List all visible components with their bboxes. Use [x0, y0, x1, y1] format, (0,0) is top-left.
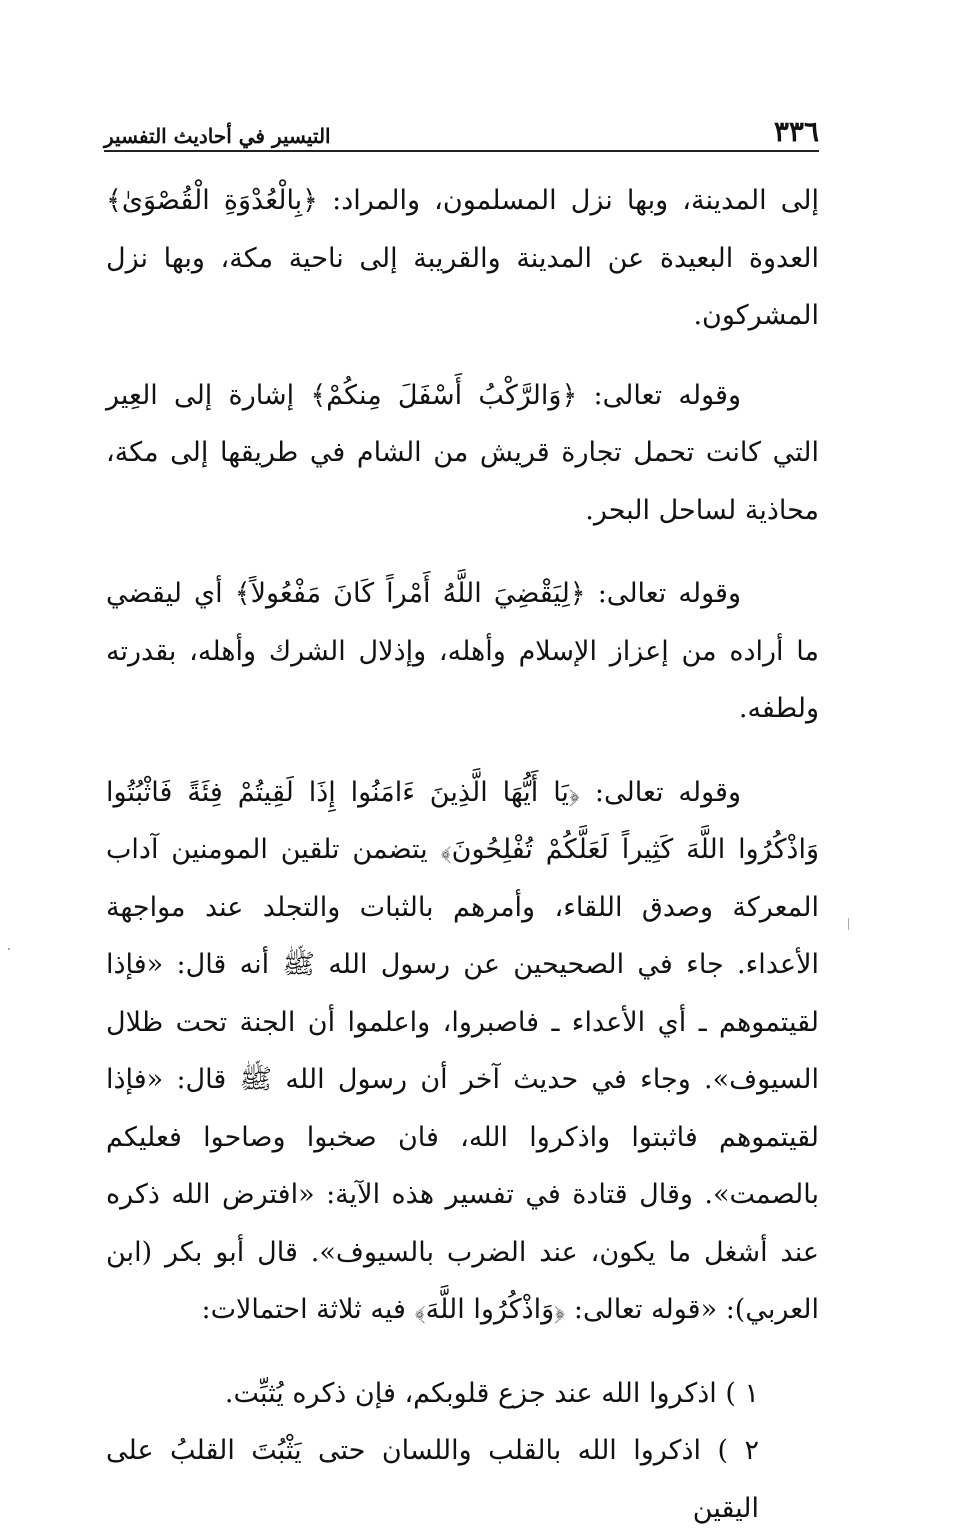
scan-mark [848, 918, 849, 930]
list-item: ١ ) اذكروا الله عند جزع قلوبكم، فإن ذكره يُثبِّت. [106, 1365, 819, 1423]
page-body [106, 172, 819, 1537]
paragraph: وقوله تعالى: ﴿لِيَقْضِيَ اللَّهُ أَمْراً كَانَ مَفْعُولاً﴾ أي ليقضي ما أراده من إعزاز الإسلام وأهله، وإذلال الشرك وأهله، بقدرته ولطفه. [106, 565, 819, 738]
paragraph: وقوله تعالى: ﴿وَالرَّكْبُ أَسْفَلَ مِنكُمْ﴾ إشارة إلى العِير التي كانت تحمل تجارة قريش من الشام في طريقها إلى مكة، محاذية لساحل البحر. [106, 367, 819, 540]
paragraph: إلى المدينة، وبها نزل المسلمون، والمراد: ﴿بِالْعُدْوَةِ الْقُصْوَىٰ﴾ العدوة البعيدة عن المدينة والقريبة إلى ناحية مكة، وبها نزل المشركون. [106, 172, 819, 345]
header-rule [104, 150, 819, 152]
list-item: ٢ ) اذكروا الله بالقلب واللسان حتى يَثْبُتَ القلبُ على اليقين [106, 1422, 819, 1537]
page-header [104, 112, 819, 148]
page-number: ٣٣٦ [774, 115, 819, 148]
paragraph: وقوله تعالى: ﴿يَا أَيُّهَا الَّذِينَ ءَامَنُوا إِذَا لَقِيتُمْ فِئَةً فَاثْبُتُوا وَاذْكُرُوا اللَّهَ كَثِيراً لَعَلَّكُمْ تُفْلِحُونَ﴾ يتضمن تلقين المومنين آداب المعركة وصدق اللقاء، وأمرهم بالثبات والتجلد عند مواجهة الأعداء. جاء في الصحيحين عن رسول الله ﷺ أنه قال: «فإذا لقيتموهم ـ أي الأعداء ـ فاصبروا، واعلموا أن الجنة تحت ظلال السيوف». وجاء في حديث آخر أن رسول الله ﷺ قال: «فإذا لقيتموهم فاثبتوا واذكروا الله، فان صخبوا وصاحوا فعليكم بالصمت». وقال قتادة في تفسير هذه الآية: «افترض الله ذكره عند أشغل ما يكون، عند الضرب بالسيوف». قال أبو بكر (ابن العربي): «قوله تعالى: ﴿وَاذْكُرُوا اللَّهَ﴾ فيه ثلاثة احتمالات: [106, 764, 819, 1339]
scan-speck [8, 948, 10, 950]
possibilities-list [106, 1365, 819, 1537]
running-title: التيسير في أحاديث التفسير [104, 124, 331, 148]
